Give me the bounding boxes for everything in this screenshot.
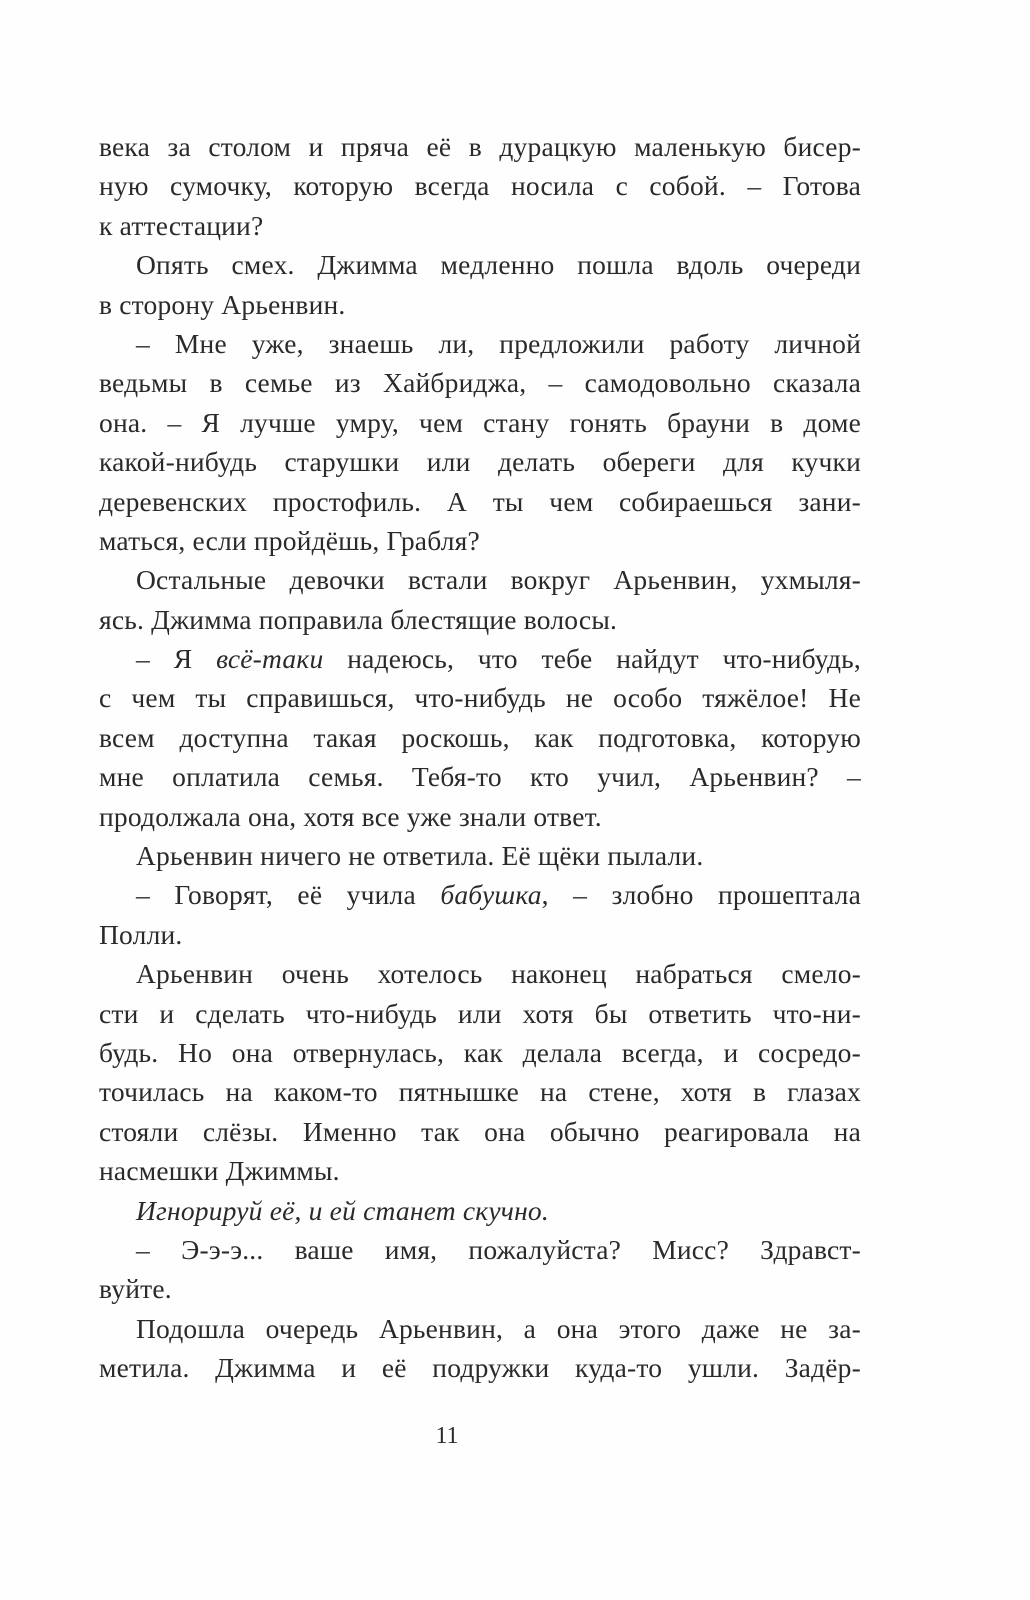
text-line: вуйте. [99, 1273, 172, 1305]
text-line: маться, если пройдёшь, Грабля? [99, 524, 480, 556]
text-line: Остальные девочки встали вокруг Арьенвин, ухмыля- [136, 564, 861, 596]
text-line: к аттестации? [99, 209, 264, 241]
emphasis-text: бабушка [440, 879, 542, 911]
text-line: – Э-э-э... ваше имя, пожалуйста? Мисс? Здравст- [136, 1233, 861, 1265]
page-number: 11 [435, 1423, 459, 1449]
text-line: ведьмы в семье из Хайбриджа, – самодовольно сказала [99, 367, 861, 399]
text-line: – Мне уже, знаешь ли, предложили работу личной [136, 327, 861, 359]
text-line: Игнорируй её, и ей станет скучно. [136, 1194, 549, 1226]
text-line: какой-нибудь старушки или делать обереги для кучки [99, 446, 861, 478]
text-line: Арьенвин очень хотелось наконец набраться смело- [136, 958, 861, 990]
text-line: Полли. [99, 918, 183, 950]
text-line: ясь. Джимма поправила блестящие волосы. [99, 603, 618, 635]
text-line: всем доступна такая роскошь, как подготовка, которую [99, 721, 861, 753]
text-line: будь. Но она отвернулась, как делала всегда, и сосредо- [99, 1036, 861, 1068]
text-line: Опять смех. Джимма медленно пошла вдоль очереди [136, 249, 861, 281]
text-line: сти и сделать что-нибудь или хотя бы ответить что-ни- [99, 997, 861, 1029]
text-line: продолжала она, хотя все уже знали ответ. [99, 800, 602, 832]
text-line: ную сумочку, которую всегда носила с собой. – Готова [99, 170, 861, 202]
text-line: в сторону Арьенвин. [99, 288, 346, 320]
text-line: стояли слёзы. Именно так она обычно реагировала на [99, 1115, 861, 1147]
text-line: – Я всё-таки надеюсь, что тебе найдут что-нибудь, [136, 643, 861, 675]
text-line: Подошла очередь Арьенвин, а она этого даже не за- [136, 1312, 861, 1344]
book-page-text [99, 127, 861, 1388]
text-line: Арьенвин ничего не ответила. Её щёки пылали. [136, 840, 704, 872]
emphasis-text: всё-таки [216, 643, 324, 675]
text-line: мне оплатила семья. Тебя-то кто учил, Арьенвин? – [99, 761, 861, 793]
text-line: метила. Джимма и её подружки куда-то ушли. Задёр- [99, 1352, 861, 1384]
text-line: она. – Я лучше умру, чем стану гонять брауни в доме [99, 406, 861, 438]
text-line: точилась на каком-то пятнышке на стене, хотя в глазах [99, 1076, 861, 1108]
text-line: с чем ты справишься, что-нибудь не особо тяжёлое! Не [99, 682, 861, 714]
text-line: – Говорят, её учила бабушка, – злобно прошептала [136, 879, 862, 911]
text-line: века за столом и пряча её в дурацкую маленькую бисер- [99, 131, 861, 162]
text-line: деревенских простофиль. А ты чем собираешься зани- [99, 485, 861, 517]
text-line: насмешки Джиммы. [99, 1155, 340, 1187]
